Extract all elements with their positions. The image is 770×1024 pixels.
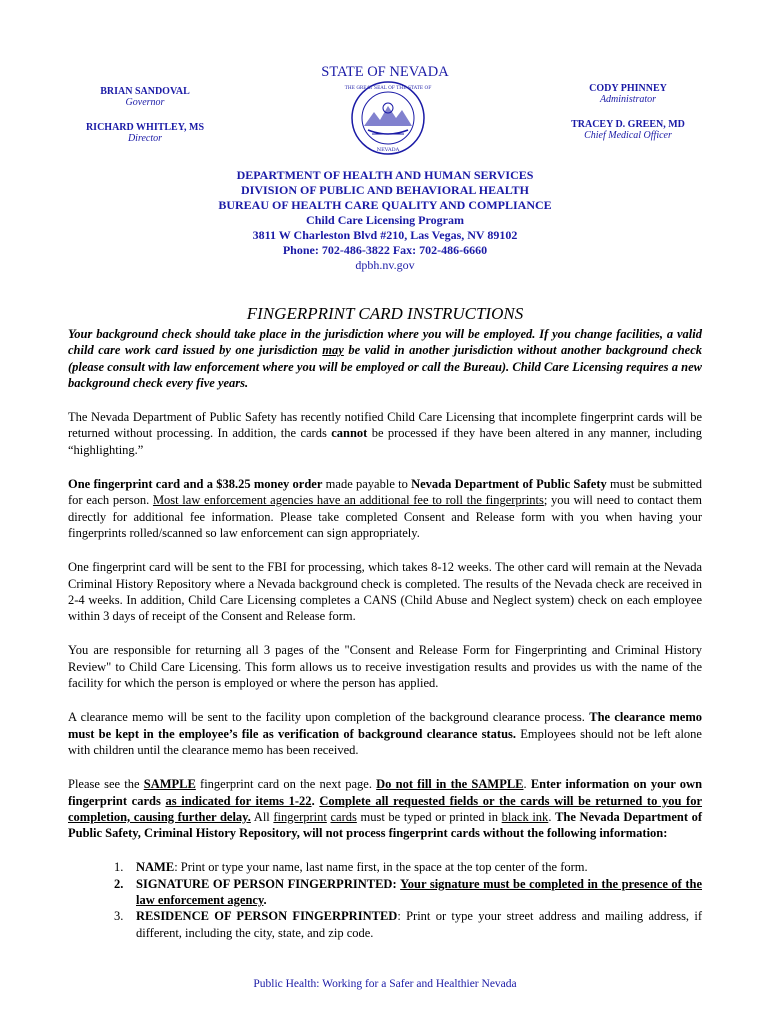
required-info-list: [68, 859, 702, 940]
official-title: Governor: [125, 97, 165, 108]
official-cmo: [548, 119, 708, 141]
dept-phone: Phone: 702-486-3822 Fax: 702-486-6660: [282, 243, 488, 257]
paragraph-processing: One fingerprint card will be sent to the FBI for processing, which takes 8-12 weeks. The other card will remain at the Nevada Criminal History Repository where a Nevada background check is completed. The results of the Nevada check are received in 2-4 weeks. In addition, Child Care Licensing completes a CANS (Child Abuse and Neglect system) check on each employee within 3 days of receipt of the Consent and Release form.: [68, 560, 702, 624]
department-block: [0, 168, 770, 273]
dept-line-2: DIVISION OF PUBLIC AND BEHAVIORAL HEALTH: [241, 183, 529, 197]
state-heading: STATE OF NEVADA: [321, 64, 449, 80]
list-item: 3. RESIDENCE OF PERSON FINGERPRINTED: Print or type your street address and mailing address, if different, including the city, state, and zip code.: [114, 909, 702, 940]
document-title: FINGERPRINT CARD INSTRUCTIONS: [246, 304, 524, 323]
official-title: Director: [127, 133, 163, 144]
state-seal-icon: [344, 80, 432, 156]
paragraph-fee: One fingerprint card and a $38.25 money order made payable to Nevada Department of Public Safety must be submitted for each person. Most law enforcement agencies have an additional fee to roll the fingerprints; you will need to contact them directly for additional fee information. Please take completed Consent and Release form with you when having your fingerprints rolled/scanned so law enforcement can sign appropriately.: [68, 477, 702, 540]
dept-line-1: DEPARTMENT OF HEALTH AND HUMAN SERVICES: [236, 168, 534, 182]
official-governor: [70, 86, 220, 108]
seal-text-bottom: NEVADA: [376, 147, 400, 153]
dept-line-3: BUREAU OF HEALTH CARE QUALITY AND COMPLIANCE: [218, 198, 552, 212]
official-title: Chief Medical Officer: [584, 130, 672, 141]
paragraph-incomplete-cards: The Nevada Department of Public Safety has recently notified Child Care Licensing that incomplete fingerprint cards will be returned without processing. In addition, the cards cannot be processed if they have been altered in any manner, including “highlighting.”: [68, 410, 703, 457]
official-name: RICHARD WHITLEY, MS: [85, 122, 205, 133]
paragraph-consent-form: You are responsible for returning all 3 pages of the "Consent and Release Form for Fingerprinting and Criminal History Review" to Child Care Licensing. This form allows us to receive investigation results and provides us with the name of the facility for which the person is employed or where the person has applied.: [68, 643, 702, 691]
intro-paragraph: Your background check should take place in the jurisdiction where you will be employed. If you change facilities, a valid child care work card issued by one jurisdiction may be valid in another jurisdiction without another background check (please consult with law enforcement where you will be employed or call the Bureau). Child Care Licensing requires a new background check every five years.: [68, 327, 702, 390]
official-director: [70, 122, 220, 144]
dept-line-4: Child Care Licensing Program: [306, 213, 464, 227]
official-title: Administrator: [599, 94, 657, 105]
official-name: TRACEY D. GREEN, MD: [571, 119, 685, 130]
official-administrator: [548, 83, 708, 105]
list-item: 1. NAME: Print or type your name, last name first, in the space at the top center of the form.: [114, 860, 588, 875]
paragraph-clearance-memo: A clearance memo will be sent to the facility upon completion of the background clearance process. The clearance memo must be kept in the employee’s file as verification of background clearance status. Employees should not be left alone with children until the clearance memo has been received.: [68, 710, 702, 757]
seal-text-top: THE GREAT SEAL OF THE STATE OF: [344, 86, 432, 91]
list-item: 2. SIGNATURE OF PERSON FINGERPRINTED: Your signature must be completed in the presence of the law enforcement agency.: [114, 876, 703, 908]
paragraph-sample: Please see the SAMPLE fingerprint card on the next page. Do not fill in the SAMPLE. Enter information on your own fingerprint cards as indicated for items 1-22. Complete all requested fields or the cards will be returned to you for completion, causing further delay. All fingerprint cards must be typed or printed in black ink. The Nevada Department of Public Safety, Criminal History Repository, will not process fingerprint cards without the following information:: [68, 777, 703, 841]
document-body: [68, 326, 702, 941]
dept-website[interactable]: dpbh.nv.gov: [355, 258, 415, 272]
official-name: BRIAN SANDOVAL: [100, 86, 190, 97]
footer-tagline: Public Health: Working for a Safer and Healthier Nevada: [253, 978, 517, 990]
dept-address: 3811 W Charleston Blvd #210, Las Vegas, NV 89102: [252, 228, 518, 242]
official-name: CODY PHINNEY: [589, 83, 667, 94]
